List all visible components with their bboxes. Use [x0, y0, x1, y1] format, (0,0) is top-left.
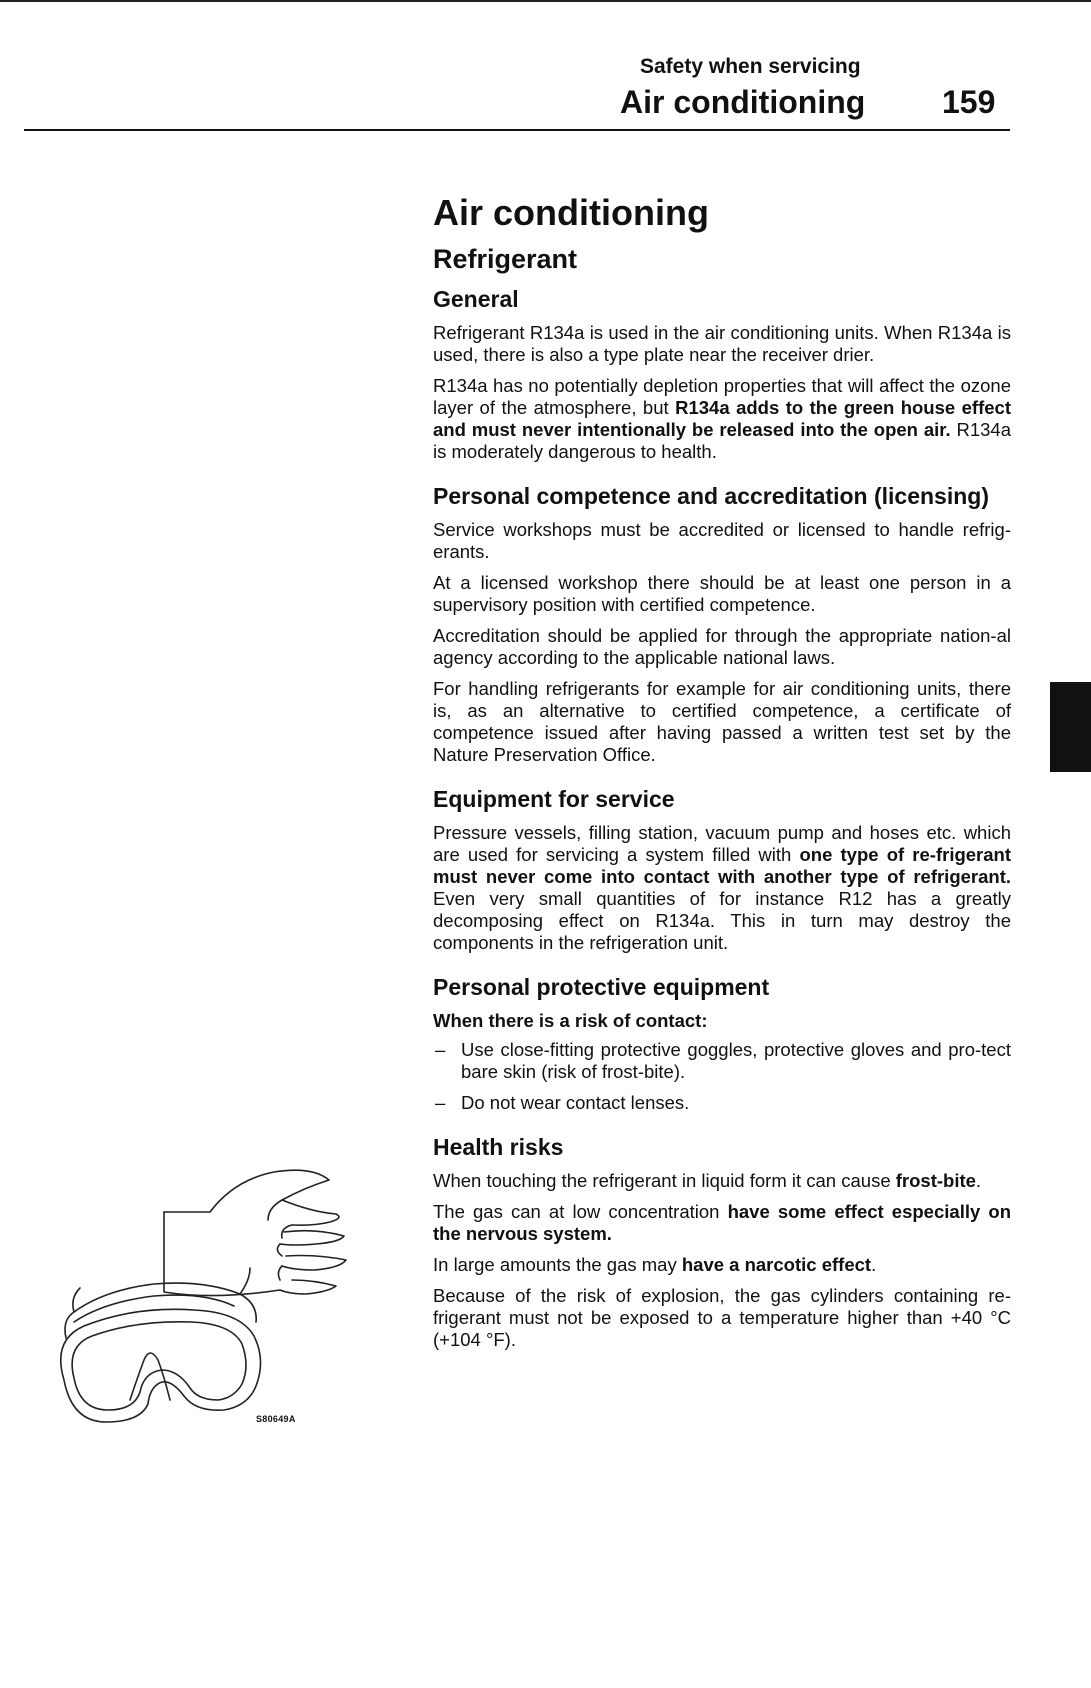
page-title: Air conditioning	[433, 192, 709, 233]
safety-illustration	[44, 1160, 384, 1460]
goggles-icon	[61, 1268, 261, 1422]
glove-icon	[164, 1170, 346, 1295]
general-paragraph-1: Refrigerant R134a is used in the air conditioning units. When R134a is used, there is also a type plate near the receiver drier.	[433, 322, 1011, 365]
health-paragraph-3: In large amounts the gas may have a narcotic effect.	[433, 1254, 877, 1275]
header-rule	[24, 129, 1010, 131]
protective-list	[433, 1039, 1011, 1114]
running-header-title: Air conditioning	[620, 84, 866, 120]
heading-equipment: Equipment for service	[433, 786, 675, 812]
protective-subheading: When there is a risk of contact:	[433, 1010, 708, 1031]
list-item: – Do not wear contact lenses.	[435, 1092, 690, 1113]
section-title-refrigerant: Refrigerant	[433, 244, 578, 274]
main-content	[433, 190, 1011, 1360]
list-item: – Use close-fitting protective goggles, protective gloves and pro-tect bare skin (risk of frost-bite).	[435, 1039, 1011, 1082]
health-paragraph-2: The gas can at low concentration have some effect especially on the nervous system.	[433, 1201, 1011, 1244]
equipment-paragraph: Pressure vessels, filling station, vacuum pump and hoses etc. which are used for servicing a system filled with one type of re-frigerant must never come into contact with another type of refrigerant. Even very small quantities of for instance R12 has a greatly decomposing effect on R134a. This in turn may destroy the components in the refrigeration unit.	[433, 822, 1011, 953]
heading-health-risks: Health risks	[433, 1134, 564, 1160]
running-header-section: Safety when servicing	[640, 55, 861, 78]
competence-paragraph-1: Service workshops must be accredited or licensed to handle refrig-erants.	[433, 519, 1011, 562]
figure-code: S80649A	[256, 1414, 296, 1424]
thumb-tab-marker	[1050, 682, 1091, 772]
competence-paragraph-3: Accreditation should be applied for through the appropriate nation-al agency according to the applicable national laws.	[433, 625, 1011, 668]
heading-protective-equipment: Personal protective equipment	[433, 974, 770, 1000]
general-paragraph-2: R134a has no potentially depletion properties that will affect the ozone layer of the atmosphere, but R134a adds to the green house effect and must never intentionally be released into the open air. R134a is moderately dangerous to health.	[433, 375, 1011, 462]
health-paragraph-4: Because of the risk of explosion, the gas cylinders containing re-frigerant must not be exposed to a temperature higher than +40 °C (+104 °F).	[433, 1285, 1011, 1350]
competence-paragraph-2: At a licensed workshop there should be at least one person in a supervisory position with certified competence.	[433, 572, 1011, 615]
top-rule	[0, 0, 1091, 2]
heading-general: General	[433, 286, 519, 312]
competence-paragraph-4: For handling refrigerants for example for air conditioning units, there is, as an alternative to certified competence, a certificate of competence issued after having passed a written test set by the Nature Preservation Office.	[433, 678, 1011, 765]
page-number: 159	[942, 84, 996, 120]
health-paragraph-1: When touching the refrigerant in liquid form it can cause frost-bite.	[433, 1170, 982, 1191]
heading-competence: Personal competence and accreditation (licensing)	[433, 483, 989, 509]
